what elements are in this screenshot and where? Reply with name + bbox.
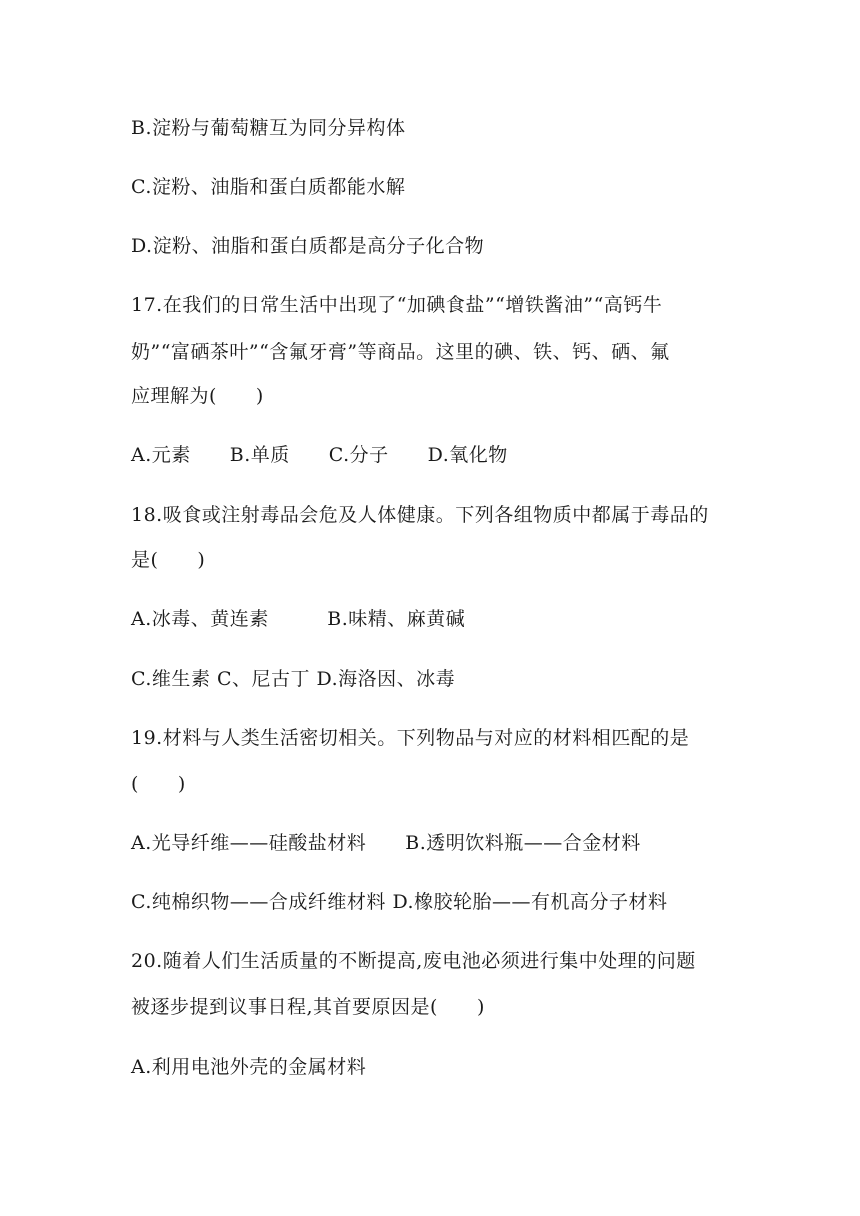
options-19-ab: A.光导纤维——硅酸盐材料 B.透明饮料瓶——合金材料 (131, 832, 641, 854)
option-16d: D.淀粉、油脂和蛋白质都是高分子化合物 (131, 235, 485, 257)
question-17-line-3: 应理解为( ) (131, 385, 264, 407)
question-17-line-1: 17.在我们的日常生活中出现了“加碘食盐”“增铁酱油”“高钙牛 (131, 294, 663, 316)
question-20-line-2: 被逐步提到议事日程,其首要原因是( ) (131, 996, 485, 1018)
question-19-line-2: ( ) (131, 773, 186, 795)
options-18-ab: A.冰毒、黄连素 B.味精、麻黄碱 (131, 608, 466, 630)
options-18-cd: C.维生素 C、尼古丁 D.海洛因、冰毒 (131, 668, 456, 690)
question-19-line-1: 19.材料与人类生活密切相关。下列物品与对应的材料相匹配的是 (131, 727, 690, 749)
options-17: A.元素 B.单质 C.分子 D.氧化物 (131, 444, 508, 466)
option-16b: B.淀粉与葡萄糖互为同分异构体 (131, 117, 406, 139)
option-16c: C.淀粉、油脂和蛋白质都能水解 (131, 176, 406, 198)
question-17-line-2: 奶”“富硒茶叶”“含氟牙膏”等商品。这里的碘、铁、钙、硒、氟 (131, 341, 670, 363)
question-20-line-1: 20.随着人们生活质量的不断提高,废电池必须进行集中处理的问题 (131, 950, 696, 972)
question-18-line-1: 18.吸食或注射毒品会危及人体健康。下列各组物质中都属于毒品的 (131, 504, 709, 526)
option-20a: A.利用电池外壳的金属材料 (131, 1056, 367, 1078)
question-18-line-2: 是( ) (131, 549, 206, 571)
options-19-cd: C.纯棉织物——合成纤维材料 D.橡胶轮胎——有机高分子材料 (131, 891, 668, 913)
